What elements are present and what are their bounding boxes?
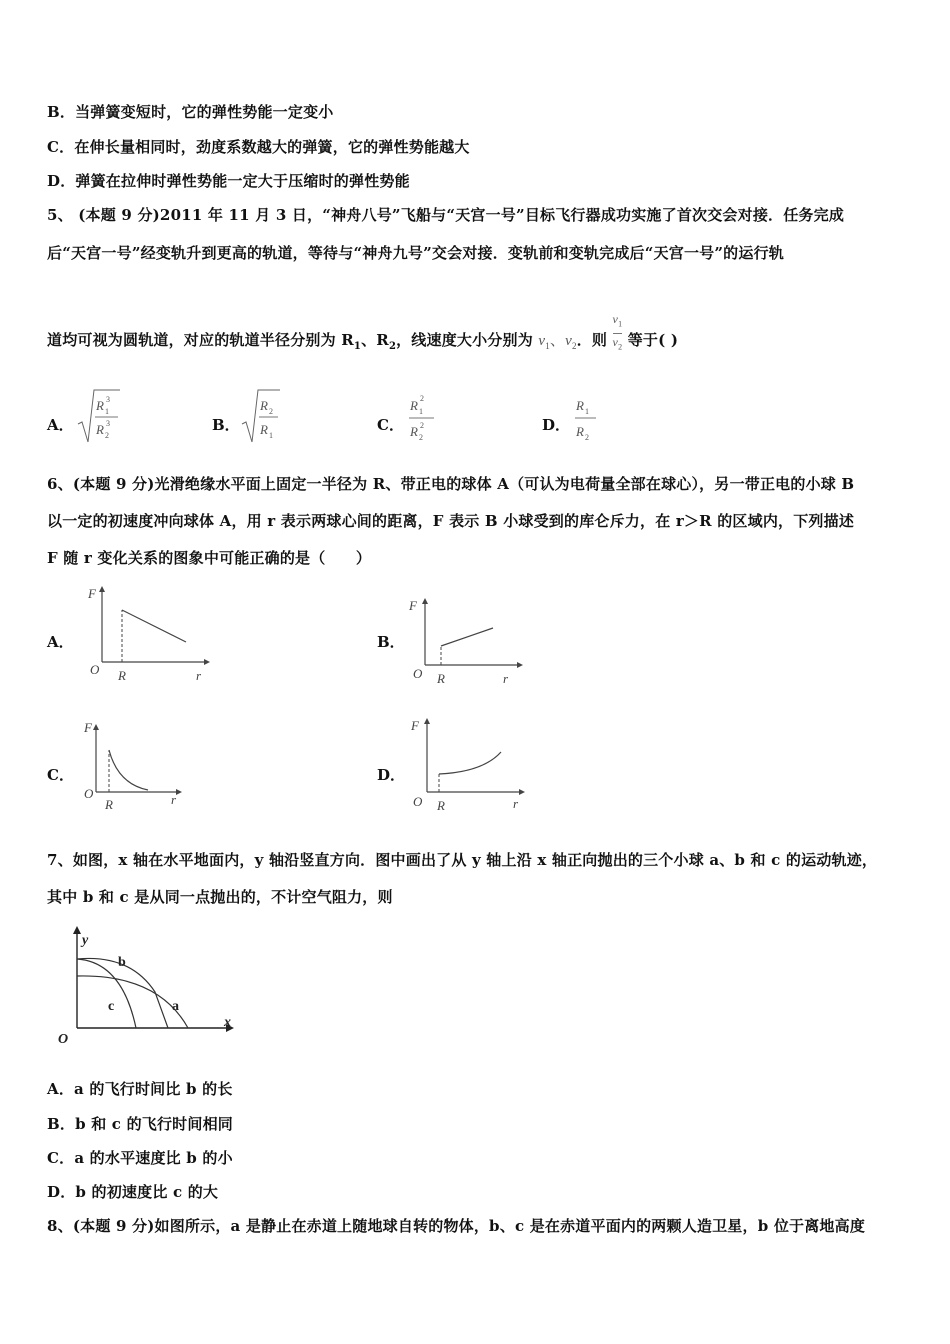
svg-text:r: r bbox=[503, 671, 509, 686]
q7-option-a: A．a 的飞行时间比 b 的长 bbox=[47, 1080, 233, 1098]
q6-option-c-label: C． bbox=[47, 766, 74, 784]
q6-stem-line-3: F 随 r 变化关系的图象中可能正确的是（ ） bbox=[47, 549, 372, 567]
q6-graph-a bbox=[84, 582, 214, 686]
q4-option-b: B．当弹簧变短时，它的弹性势能一定变小 bbox=[47, 103, 334, 121]
svg-text:O: O bbox=[84, 786, 94, 801]
svg-text:3: 3 bbox=[106, 419, 110, 428]
q5-stem-text-e: 等于( ) bbox=[627, 331, 679, 349]
q7-option-b: B．b 和 c 的飞行时间相同 bbox=[47, 1115, 233, 1133]
svg-text:F: F bbox=[88, 586, 96, 601]
q5-option-a-label: A． bbox=[47, 416, 74, 434]
svg-text:R: R bbox=[260, 422, 268, 437]
svg-text:2: 2 bbox=[420, 421, 424, 430]
q7-trajectory-diagram bbox=[50, 922, 240, 1048]
svg-text:R: R bbox=[576, 424, 584, 439]
svg-text:2: 2 bbox=[420, 394, 424, 403]
q7-option-d: D．b 的初速度比 c 的大 bbox=[47, 1183, 219, 1201]
q8-stem-line-1: 8、(本题 9 分)如图所示，a 是静止在赤道上随地球自转的物体，b、c 是在赤道平面内的两颗人造卫星，b 位于离地高度 bbox=[47, 1217, 866, 1235]
svg-text:2: 2 bbox=[269, 407, 273, 416]
q7-stem-line-2: 其中 b 和 c 是从同一点抛出的，不计空气阻力，则 bbox=[47, 888, 393, 906]
svg-text:r: r bbox=[196, 668, 202, 683]
q5-stem-text-d: ．则 bbox=[576, 331, 608, 349]
q6-option-a-label: A． bbox=[47, 633, 74, 651]
svg-text:1: 1 bbox=[105, 407, 109, 416]
svg-text:R: R bbox=[437, 798, 445, 812]
svg-text:1: 1 bbox=[585, 407, 589, 416]
svg-text:1: 1 bbox=[269, 431, 273, 440]
q5-option-d-formula bbox=[572, 388, 602, 446]
q5-option-b-label: B． bbox=[212, 416, 240, 434]
q4-option-c: C．在伸长量相同时，劲度系数越大的弹簧，它的弹性势能越大 bbox=[47, 138, 470, 156]
q5-stem-line-1: 5、 (本题 9 分)2011 年 11 月 3 日，“神舟八号”飞船与“天宫一号”目标飞行器成功实施了首次交会对接．任务完成 bbox=[47, 206, 845, 224]
q5-option-d-label: D． bbox=[542, 416, 571, 434]
svg-text:R: R bbox=[96, 398, 104, 413]
svg-text:R: R bbox=[437, 671, 445, 686]
svg-text:O: O bbox=[58, 1032, 69, 1047]
q6-graph-b bbox=[405, 594, 525, 686]
svg-text:2: 2 bbox=[105, 431, 109, 440]
svg-text:2: 2 bbox=[585, 433, 589, 442]
q5-option-b-formula bbox=[240, 386, 282, 446]
svg-text:F: F bbox=[411, 718, 419, 733]
svg-text:F: F bbox=[409, 598, 417, 613]
svg-text:R: R bbox=[118, 668, 126, 683]
svg-text:a: a bbox=[172, 999, 179, 1014]
q5-stem-text-c: ，线速度大小分别为 bbox=[396, 331, 533, 349]
q7-option-c: C．a 的水平速度比 b 的小 bbox=[47, 1149, 233, 1167]
svg-text:y: y bbox=[82, 933, 89, 948]
svg-text:R: R bbox=[576, 398, 584, 413]
svg-text:O: O bbox=[413, 666, 423, 681]
q5-option-a-formula bbox=[76, 386, 122, 446]
q7-stem-line-1: 7、如图，x 轴在水平地面内，y 轴沿竖直方向．图中画出了从 y 轴上沿 x 轴正向抛出的三个小球 a、b 和 c 的运动轨迹， bbox=[47, 851, 878, 869]
q5-v1: $v_1$ bbox=[538, 333, 550, 351]
svg-text:b: b bbox=[118, 955, 126, 970]
svg-text:R: R bbox=[105, 797, 113, 810]
svg-text:1: 1 bbox=[419, 407, 423, 416]
svg-text:r: r bbox=[513, 796, 519, 811]
q5-sub-1: 1 bbox=[353, 341, 362, 352]
svg-text:R: R bbox=[410, 424, 418, 439]
q4-option-d: D．弹簧在拉伸时弹性势能一定大于压缩时的弹性势能 bbox=[47, 172, 410, 190]
svg-text:r: r bbox=[171, 792, 177, 807]
svg-text:2: 2 bbox=[419, 433, 423, 442]
q5-stem-text-a: 道均可视为圆轨道，对应的轨道半径分别为 R bbox=[47, 331, 354, 349]
svg-text:O: O bbox=[90, 662, 100, 677]
q5-v2: $v_2$ bbox=[565, 333, 577, 351]
svg-text:c: c bbox=[108, 999, 115, 1014]
svg-text:R: R bbox=[96, 422, 104, 437]
svg-text:O: O bbox=[413, 794, 423, 809]
q6-stem-line-2: 以一定的初速度冲向球体 A，用 r 表示两球心间的距离，F 表示 B 小球受到的库仑斥力，在 r＞R 的区域内，下列描述 bbox=[47, 512, 855, 530]
q5-sub-2: 2 bbox=[388, 341, 397, 352]
svg-text:3: 3 bbox=[106, 395, 110, 404]
q6-graph-d bbox=[405, 714, 529, 812]
q5-sep: 、 bbox=[549, 333, 566, 349]
svg-text:x: x bbox=[224, 1015, 231, 1030]
svg-text:R: R bbox=[410, 398, 418, 413]
q5-stem-line-2: 后“天宫一号”经变轨升到更高的轨道，等待与“神舟九号”交会对接．变轨前和变轨完成后“天宫一号”的运行轨 bbox=[47, 244, 784, 262]
q6-graph-c bbox=[80, 716, 190, 810]
q6-option-b-label: B． bbox=[377, 633, 405, 651]
q5-stem-text-b: 、R bbox=[361, 331, 389, 349]
svg-text:F: F bbox=[84, 720, 92, 735]
svg-text:R: R bbox=[260, 398, 268, 413]
q5-option-c-formula bbox=[406, 388, 440, 446]
q5-ratio-fraction: $\frac{v_1}{v_2}$ bbox=[612, 312, 623, 351]
q6-stem-line-1: 6、(本题 9 分)光滑绝缘水平面上固定一半径为 R、带正电的球体 A（可认为电荷量全部在球心），另一带正电的小球 B bbox=[47, 475, 855, 493]
q5-option-c-label: C． bbox=[377, 416, 404, 434]
q5-stem-line-3 bbox=[47, 312, 679, 367]
q6-option-d-label: D． bbox=[377, 766, 406, 784]
